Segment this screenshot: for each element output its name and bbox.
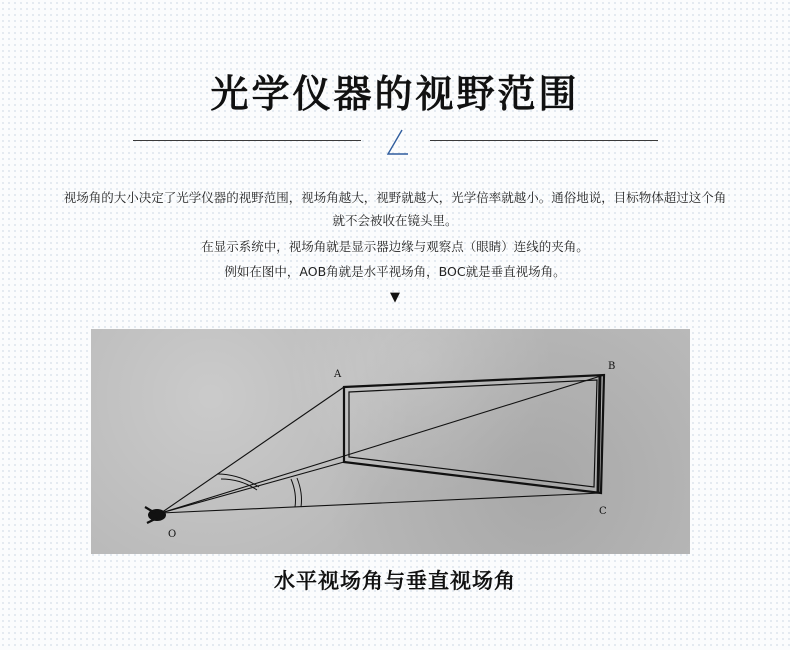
screen-frame-inner [349, 380, 597, 487]
description-line-2: 就不会被收在镜头里。 [332, 213, 458, 228]
line-oc [161, 493, 601, 513]
line-ob [161, 375, 604, 513]
screen-frame [344, 375, 604, 493]
divider-right [430, 140, 658, 141]
divider-left [133, 140, 361, 141]
page-title: 光学仪器的视野范围 [210, 72, 580, 116]
label-a: A [334, 369, 342, 380]
diagram-canvas [91, 329, 690, 554]
label-o: O [168, 529, 177, 540]
screen-right-edge [598, 376, 600, 492]
figure-caption: 水平视场角与垂直视场角 [274, 568, 516, 593]
description-line-1: 视场角的大小决定了光学仪器的视野范围，视场角越大，视野就越大，光学倍率就越小。通俗地说，目标物体超过这个角 [63, 190, 727, 205]
angle-mark-icon [382, 128, 412, 158]
vertical-angle-arc-2 [297, 478, 302, 507]
line-oa [161, 387, 344, 513]
down-arrow-icon: ▼ [390, 290, 400, 305]
horizontal-angle-arc [217, 474, 259, 487]
eye-icon [145, 507, 166, 523]
field-of-view-diagram [91, 329, 690, 554]
description-line-3: 在显示系统中，视场角就是显示器边缘与观察点（眼睛）连线的夹角。 [201, 239, 589, 254]
label-c: C [599, 506, 607, 517]
vertical-angle-arc [291, 479, 296, 507]
label-b: B [608, 361, 616, 372]
description-line-4: 例如在图中，AOB角就是水平视场角，BOC就是垂直视场角。 [224, 264, 566, 279]
